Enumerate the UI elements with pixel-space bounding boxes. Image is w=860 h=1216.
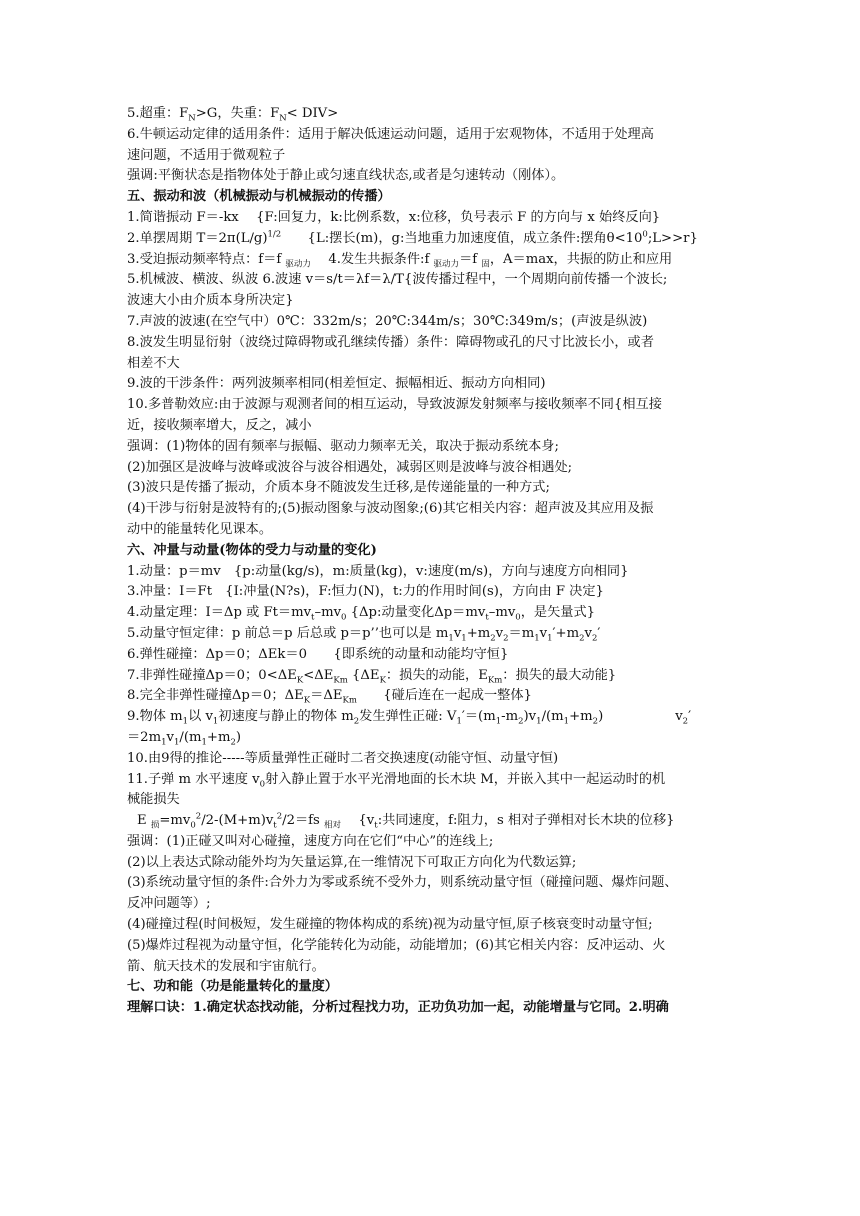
- text-line: 9.物体 $m_1$以 $v_1$初速度与静止的物体 $m_2$发生弹性正碰: $V_1'=(m_1-m_2)v_1/(m_1+m_2)$ $v_2'$: [127, 709, 692, 727]
- text-line: 强调：(1)正碰又叫对心碰撞，速度方向在它们“中心”的连线上;: [127, 833, 494, 849]
- section-heading: 六、冲量与动量(物体的受力与动量的变化): [127, 542, 377, 558]
- text-line: 强调：(1)物体的固有频率与振幅、驱动力频率无关，取决于振动系统本身;: [127, 438, 559, 454]
- text-line: (5)爆炸过程视为动量守恒，化学能转化为动能，动能增加；(6)其它相关内容：反冲运动、火: [127, 937, 666, 953]
- text-line: 11.子弹 m 水平速度 $v_0$射入静止置于水平光滑地面的长木块 M，并嵌入其中一起运动时的机: [127, 771, 666, 790]
- document-body: [127, 104, 737, 1019]
- text-line: (2)以上表达式除动能外均为矢量运算,在一维情况下可取正方向化为代数运算;: [127, 854, 577, 870]
- text-line: (4)碰撞过程(时间极短，发生碰撞的物体构成的系统)视为动量守恒,原子核衰变时动量守恒;: [127, 917, 653, 933]
- text-line: 波速大小由介质本身所决定}: [127, 293, 294, 309]
- text-line: 理解口诀：1.确定状态找动能，分析过程找力功，正功负功加一起，动能增量与它同。2.明确: [127, 1000, 669, 1016]
- text-line: 箭、航天技术的发展和宇宙航行。: [127, 958, 325, 974]
- text-line: 10.由9得的推论-----等质量弹性正碰时二者交换速度(动能守恒、动量守恒): [127, 750, 559, 766]
- text-line: 强调:平衡状态是指物体处于静止或匀速直线状态,或者是匀速转动（刚体）。: [127, 168, 565, 184]
- text-line: 8.完全非弹性碰撞Δp＝0；$\Delta E_K=\Delta E_{Km}$ {碰后连在一起成一整体}: [127, 688, 532, 706]
- text-line: (2)加强区是波峰与波峰或波谷与波谷相遇处，减弱区则是波峰与波谷相遇处;: [127, 459, 573, 475]
- text-line: 相差不大: [127, 355, 180, 371]
- text-line: 5.超重：$F_N>G$，失重：$F_N< DIV>$: [127, 106, 339, 124]
- text-line: 速问题，不适用于微观粒子: [127, 147, 286, 163]
- text-line: 械能损失: [127, 792, 180, 808]
- text-line: 动中的能量转化见课本。: [127, 521, 273, 537]
- text-line: 1.动量：p＝mv {p:动量(kg/s)，m:质量(kg)，v:速度(m/s)，方向与速度方向相同}: [127, 563, 629, 579]
- text-line: 7.声波的波速(在空气中）0℃：332m/s；20℃:344m/s；30℃:349m/s；(声波是纵波): [127, 313, 648, 329]
- text-line: $=2m_1v_1/(m_1+m_2)$: [127, 729, 242, 748]
- text-line: 4.动量定理：I＝Δp 或 $Ft=mv_t-mv_0$ {Δp:动量变化$\Delta p=mv_t-mv_0$，是矢量式}: [127, 605, 596, 623]
- text-line: (4)干涉与衍射是波特有的;(5)振动图象与波动图象;(6)其它相关内容：超声波及其应用及振: [127, 501, 654, 517]
- text-line: 8.波发生明显衍射（波绕过障碍物或孔继续传播）条件：障碍物或孔的尺寸比波长小，或者: [127, 334, 654, 350]
- text-line: 7.非弹性碰撞Δp＝0；$0<\Delta E_K<\Delta E_{Km}$ {$\Delta E_K$：损失的动能，$E_{Km}$：损失的最大动能}: [127, 667, 617, 686]
- text-line: 6.牛顿运动定律的适用条件：适用于解决低速运动问题，适用于宏观物体，不适用于处理高: [127, 126, 654, 142]
- text-line: 1.简谐振动 F＝-kx {F:回复力，k:比例系数，x:位移，负号表示 F 的方向与 x 始终反向}: [127, 209, 661, 225]
- text-line: 10.多普勒效应:由于波源与观测者间的相互运动，导致波源发射频率与接收频率不同{相互接: [127, 397, 662, 413]
- text-line: (3)波只是传播了振动，介质本身不随波发生迁移,是传递能量的一种方式;: [127, 480, 550, 496]
- text-line: 反冲问题等）;: [127, 896, 211, 912]
- text-line: 近，接收频率增大，反之，减小: [127, 417, 312, 433]
- text-line: 6.弹性碰撞：Δp＝0；ΔEk＝0 {即系统的动量和动能均守恒}: [127, 646, 509, 662]
- text-line: E $_损=mv_0^2/2-(M+m)v_t^2/2=fs$ $_{相对}$ {$v_t$:共同速度，f:阻力，s 相对子弹相对长木块的位移}: [137, 811, 675, 831]
- text-line: 3.受迫振动频率特点：f＝f $_{驱动力}$ 4.发生共振条件:f $_{驱动力}$＝f $_固$，A＝max，共振的防止和应用: [127, 251, 673, 270]
- text-line: 5.机械波、横波、纵波 6.波速 v＝s/t＝λf＝λ/T{波传播过程中，一个周期向前传播一个波长;: [127, 272, 668, 288]
- section-heading: 五、振动和波（机械振动与机械振动的传播）: [127, 189, 391, 205]
- text-line: 3.冲量：I＝Ft {I:冲量(N?s)，F:恒力(N)，t:力的作用时间(s)，方向由 F 决定}: [127, 584, 604, 600]
- text-line: 9.波的干涉条件：两列波频率相同(相差恒定、振幅相近、振动方向相同): [127, 376, 546, 392]
- text-line: 2.单摆周期 $T=2\pi(L/g)^{1/2}$ {L:摆长(m)，g:当地重力加速度值，成立条件:摆角$\theta<10^0;L>>r$}: [127, 229, 698, 246]
- text-line: (3)系统动量守恒的条件:合外力为零或系统不受外力，则系统动量守恒（碰撞问题、爆炸问题、: [127, 875, 678, 891]
- text-line: 5.动量守恒定律：p 前总＝p 后总或 p＝p’’也可以是 $m_1v_1+m_2v_2=m_1v_1'+m_2v_2'$: [127, 625, 601, 644]
- section-heading: 七、功和能（功是能量转化的量度）: [127, 979, 338, 995]
